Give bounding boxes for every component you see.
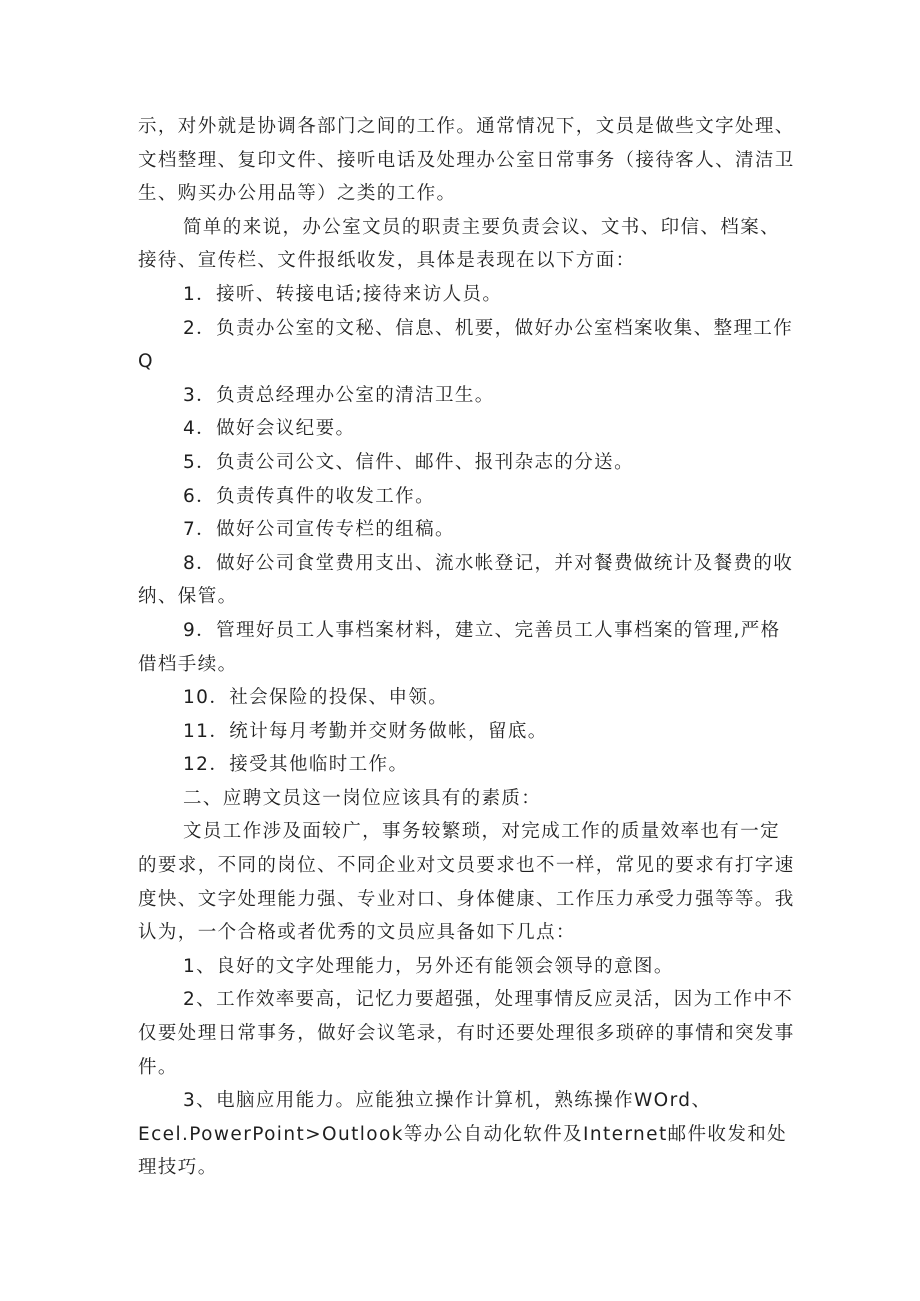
duty-item-1: 1．接听、转接电话;接待来访人员。: [183, 283, 503, 305]
duty-item-11: 11．统计每月考勤并交财务做帐，留底。: [183, 720, 548, 742]
section-heading-qualities: 二、应聘文员这一岗位应该具有的素质：: [183, 787, 542, 809]
duty-item-8: 8．做好公司食堂费用支出、流水帐登记，并对餐费做统计及餐费的收纳、保管。: [138, 552, 794, 608]
duty-item-10: 10．社会保险的投保、申领。: [183, 687, 449, 709]
duty-item-7: 7．做好公司宣传专栏的组稿。: [183, 519, 455, 541]
paragraph-qualities-intro: 文员工作涉及面较广，事务较繁琐，对完成工作的质量效率也有一定的要求，不同的岗位、不同企业对文员要求也不一样，常见的要求有打字速度快、文字处理能力强、专业对口、身体健康、工作压力承受力强等等。我认为，一个合格或者优秀的文员应具备如下几点：: [138, 821, 795, 944]
paragraph-continuation: 示，对外就是协调各部门之间的工作。通常情况下，文员是做些文字处理、文档整理、复印文件、接听电话及处理办公室日常事务（接待客人、清洁卫生、购买办公用品等）之类的工作。: [138, 116, 795, 205]
duty-item-3: 3．负责总经理办公室的清洁卫生。: [183, 384, 495, 406]
document-body: [138, 110, 798, 1185]
duty-item-4: 4．做好会议纪要。: [183, 418, 356, 440]
duty-item-2: 2．负责办公室的文秘、信息、机要，做好办公室档案收集、整理工作Q: [138, 317, 794, 373]
quality-item-2: 2、工作效率要高，记忆力要超强，处理事情反应灵活，因为工作中不仅要处理日常事务，做好会议笔录，有时还要处理很多琐碎的事情和突发事件。: [138, 989, 795, 1078]
quality-item-3: 3、电脑应用能力。应能独立操作计算机，熟练操作WOrd、Ecel.PowerPoint>Outlook等办公自动化软件及Internet邮件收发和处理技巧。: [138, 1090, 788, 1179]
quality-item-1: 1、良好的文字处理能力，另外还有能领会领导的意图。: [183, 955, 674, 977]
duty-item-12: 12．接受其他临时工作。: [183, 754, 409, 776]
paragraph-summary: 简单的来说，办公室文员的职责主要负责会议、文书、印信、档案、接待、宣传栏、文件报纸收发，具体是表现在以下方面：: [138, 216, 781, 272]
duty-item-6: 6．负责传真件的收发工作。: [183, 485, 435, 507]
duty-item-5: 5．负责公司公文、信件、邮件、报刊杂志的分送。: [183, 451, 634, 473]
duty-item-9: 9．管理好员工人事档案材料，建立、完善员工人事档案的管理,严格借档手续。: [138, 619, 781, 675]
